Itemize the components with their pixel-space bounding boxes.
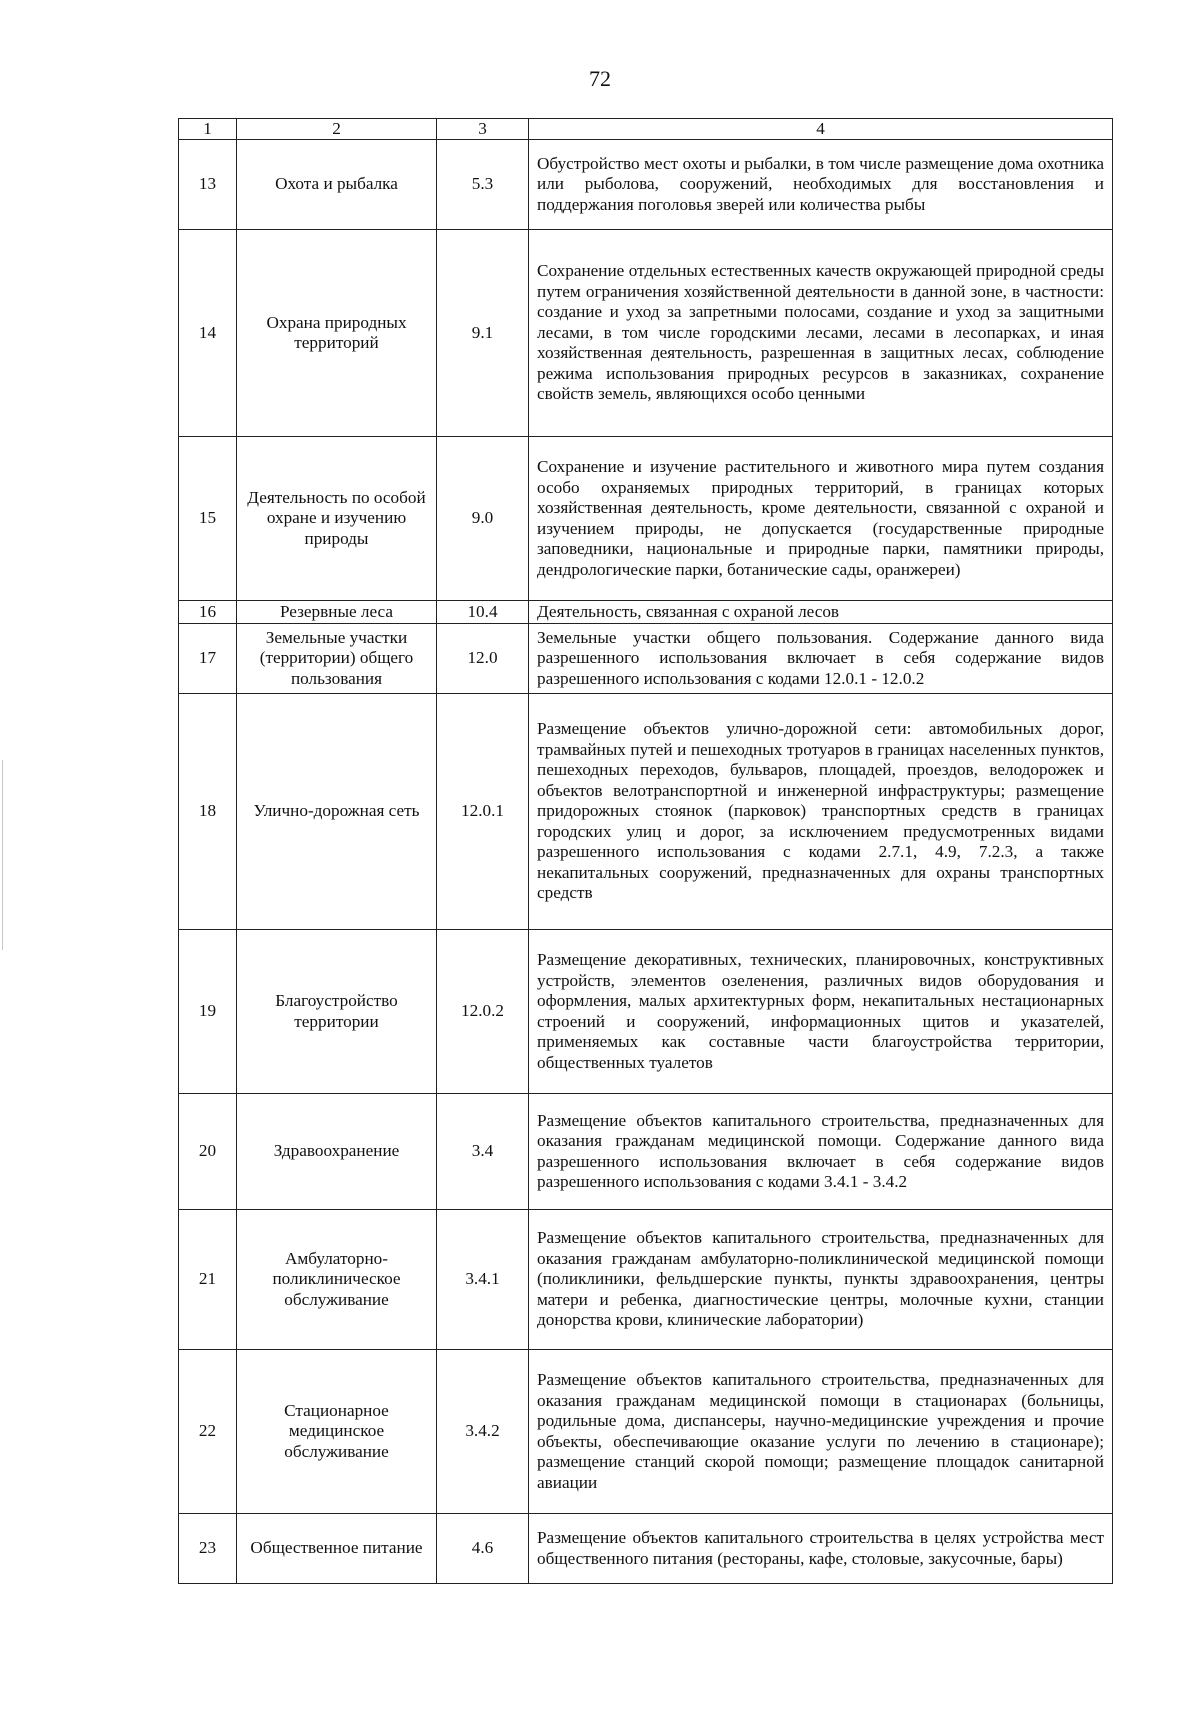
- row-name: Деятельность по особой охране и изучению природы: [237, 437, 437, 601]
- scan-edge-line: [2, 760, 3, 950]
- table-row: [179, 694, 1113, 930]
- row-description: Размещение объектов капитального строительства, предназначенных для оказания гражданам амбулаторно-поликлинической медицинской помощи (поликлиники, фельдшерские пункты, пункты здравоохранения, центры матери и ребенка, диагностические центры, молочные кухни, станции донорства крови, клинические лаборатории): [529, 1210, 1113, 1350]
- page-number: 72: [589, 66, 611, 91]
- row-code: 3.4: [437, 1094, 529, 1210]
- row-name: Стационарное медицинское обслуживание: [237, 1350, 437, 1514]
- row-code: 4.6: [437, 1514, 529, 1584]
- row-description: Сохранение и изучение растительного и животного мира путем создания особо охраняемых природных территорий, в границах которых хозяйственная деятельность, кроме деятельности, связанной с охраной и изучением природы, не допускается (государственные природные заповедники, национальные и природные парки, памятники природы, дендрологические парки, ботанические сады, оранжереи): [529, 437, 1113, 601]
- row-name: Улично-дорожная сеть: [237, 694, 437, 930]
- row-description: Обустройство мест охоты и рыбалки, в том числе размещение дома охотника или рыболова, сооружений, необходимых для восстановления и поддержания поголовья зверей или количества рыбы: [529, 140, 1113, 230]
- table-row: [179, 601, 1113, 624]
- row-name: Земельные участки (территории) общего пользования: [237, 624, 437, 694]
- header-col-3: 3: [437, 119, 529, 140]
- header-col-2: 2: [237, 119, 437, 140]
- row-description: Сохранение отдельных естественных качеств окружающей природной среды путем ограничения хозяйственной деятельности в данной зоне, в частности: создание и уход за запретными полосами, создание и уход за защитными лесами, в том числе городскими лесами, лесами в лесопарках, и иная хозяйственная деятельность, разрешенная в защитных лесах, соблюдение режима использования природных ресурсов в заказниках, сохранение свойств земель, являющихся особо ценными: [529, 230, 1113, 437]
- row-name: Охрана природных территорий: [237, 230, 437, 437]
- table-row: [179, 930, 1113, 1094]
- row-description: Размещение объектов капитального строительства в целях устройства мест общественного питания (рестораны, кафе, столовые, закусочные, бары): [529, 1514, 1113, 1584]
- table-row: [179, 1094, 1113, 1210]
- row-code: 12.0.1: [437, 694, 529, 930]
- row-number: 23: [179, 1514, 237, 1584]
- row-description: Размещение декоративных, технических, планировочных, конструктивных устройств, элементов озеленения, различных видов оборудования и оформления, малых архитектурных форм, некапитальных нестационарных строений и сооружений, информационных щитов и указателей, применяемых как составные части благоустройства территории, общественных туалетов: [529, 930, 1113, 1094]
- row-number: 15: [179, 437, 237, 601]
- row-description: Размещение объектов улично-дорожной сети: автомобильных дорог, трамвайных путей и пешеходных тротуаров в границах населенных пунктов, пешеходных переходов, бульваров, площадей, проездов, велодорожек и объектов велотранспортной и инженерной инфраструктуры; размещение придорожных стоянок (парковок) транспортных средств в границах городских улиц и дорог, за исключением предусмотренных видами разрешенного использования с кодами 2.7.1, 4.9, 7.2.3, а также некапитальных сооружений, предназначенных для охраны транспортных средств: [529, 694, 1113, 930]
- table-row: [179, 1514, 1113, 1584]
- header-col-1: 1: [179, 119, 237, 140]
- row-name: Охота и рыбалка: [237, 140, 437, 230]
- table-row: [179, 1350, 1113, 1514]
- row-code: 12.0.2: [437, 930, 529, 1094]
- row-number: 17: [179, 624, 237, 694]
- row-code: 3.4.1: [437, 1210, 529, 1350]
- land-use-table: [178, 118, 1113, 1584]
- row-description: Земельные участки общего пользования. Содержание данного вида разрешенного использования включает в себя содержание видов разрешенного использования с кодами 12.0.1 - 12.0.2: [529, 624, 1113, 694]
- table-row: [179, 1210, 1113, 1350]
- row-number: 13: [179, 140, 237, 230]
- row-code: 5.3: [437, 140, 529, 230]
- row-name: Амбулаторно-поликлиническое обслуживание: [237, 1210, 437, 1350]
- row-name: Здравоохранение: [237, 1094, 437, 1210]
- row-number: 19: [179, 930, 237, 1094]
- table-row: [179, 230, 1113, 437]
- row-name: Резервные леса: [237, 601, 437, 624]
- table-row: [179, 437, 1113, 601]
- row-description: Размещение объектов капитального строительства, предназначенных для оказания гражданам медицинской помощи в стационарах (больницы, родильные дома, диспансеры, научно-медицинские учреждения и прочие объекты, обеспечивающие оказание услуги по лечению в стационаре); размещение станций скорой помощи; размещение площадок санитарной авиации: [529, 1350, 1113, 1514]
- row-code: 9.1: [437, 230, 529, 437]
- table-row: [179, 624, 1113, 694]
- row-code: 12.0: [437, 624, 529, 694]
- table-header-row: [179, 119, 1113, 140]
- row-description: Размещение объектов капитального строительства, предназначенных для оказания гражданам медицинской помощи. Содержание данного вида разрешенного использования включает в себя содержание видов разрешенного использования с кодами 3.4.1 - 3.4.2: [529, 1094, 1113, 1210]
- row-code: 3.4.2: [437, 1350, 529, 1514]
- row-number: 20: [179, 1094, 237, 1210]
- row-code: 10.4: [437, 601, 529, 624]
- row-name: Общественное питание: [237, 1514, 437, 1584]
- row-description: Деятельность, связанная с охраной лесов: [529, 601, 1113, 624]
- row-name: Благоустройство территории: [237, 930, 437, 1094]
- row-code: 9.0: [437, 437, 529, 601]
- row-number: 16: [179, 601, 237, 624]
- row-number: 21: [179, 1210, 237, 1350]
- row-number: 22: [179, 1350, 237, 1514]
- header-col-4: 4: [529, 119, 1113, 140]
- row-number: 14: [179, 230, 237, 437]
- table-row: [179, 140, 1113, 230]
- row-number: 18: [179, 694, 237, 930]
